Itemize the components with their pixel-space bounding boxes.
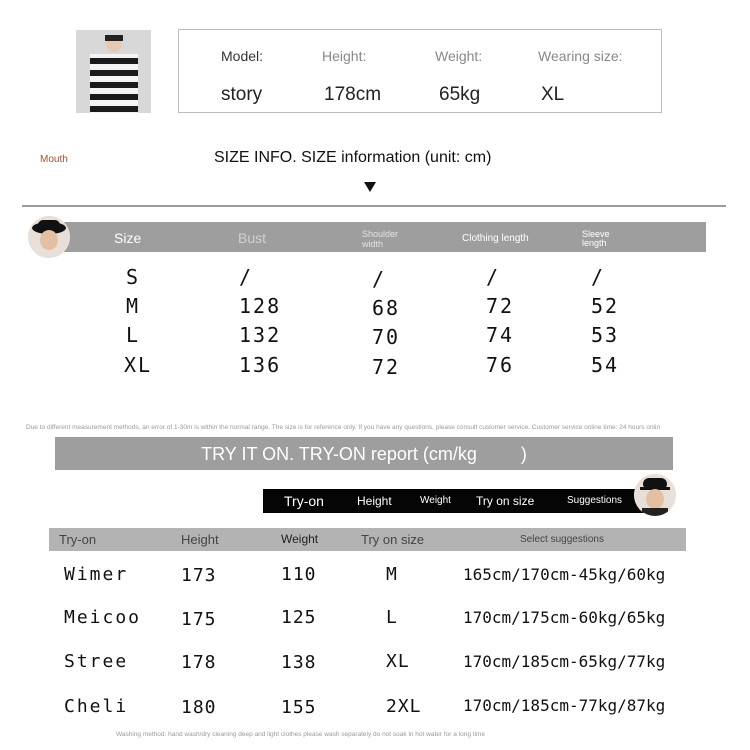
tryon-weight: 125: [281, 607, 317, 628]
length-cell: /: [486, 265, 501, 289]
wearing-size-label: Wearing size:: [538, 48, 623, 64]
weight-value: 65kg: [439, 84, 481, 105]
model-value: story: [221, 84, 263, 105]
size-info-title: SIZE INFO. SIZE information (unit: cm): [214, 149, 492, 166]
tryon-title-text: TRY IT ON. TRY-ON report (cm/kg: [201, 444, 477, 464]
black-height: Height: [357, 494, 392, 508]
bust-cell: 132: [239, 323, 282, 347]
tryon-black-header: [263, 489, 648, 513]
header-shoulder-1: Shoulder: [362, 229, 399, 239]
size-cell: S: [126, 265, 141, 289]
tryon-table-header: [49, 528, 686, 551]
tryon-report-title: [55, 444, 673, 465]
size-cell: M: [126, 294, 141, 318]
tryon-title-end: ): [520, 444, 527, 464]
tryon-suggestion: 170cm/185cm-77kg/87kg: [463, 696, 666, 715]
tryon-size: 2XL: [386, 696, 422, 717]
tryon-weight: 138: [281, 652, 317, 673]
tryon-size: M: [386, 564, 398, 585]
length-cell: 74: [486, 323, 515, 347]
washing-instructions: Washing method: hand wash/dry cleaning deep and light clothes please wash separately do not soak in hot water for a long time: [116, 731, 486, 738]
section-tag: Mouth: [40, 154, 68, 165]
tryon-height: 180: [181, 697, 217, 718]
model-photo: [76, 30, 151, 113]
model-label: Model:: [221, 48, 264, 64]
black-weight: Weight: [420, 495, 451, 506]
divider: [22, 205, 726, 207]
tryon-suggestion: 170cm/175cm-60kg/65kg: [463, 608, 666, 627]
size-table-header: [60, 222, 706, 252]
header-size: Size: [114, 230, 142, 246]
sleeve-cell: 53: [591, 323, 620, 347]
th-weight: Weight: [281, 532, 319, 546]
th-size: Try on size: [361, 532, 425, 547]
th-tryon: Try-on: [59, 532, 97, 547]
tryon-height: 175: [181, 609, 217, 630]
sleeve-cell: 52: [591, 294, 620, 318]
black-size: Try on size: [476, 494, 535, 508]
model-photo-illustration: [76, 30, 151, 113]
tryon-name: Wimer: [64, 564, 129, 585]
size-cell: XL: [124, 353, 153, 377]
wearing-size-value: XL: [541, 84, 565, 105]
avatar: [634, 474, 676, 516]
tryon-suggestion: 170cm/185cm-65kg/77kg: [463, 652, 666, 671]
tryon-height: 178: [181, 652, 217, 673]
tryon-weight: 155: [281, 697, 317, 718]
black-tryon: Try-on: [284, 493, 324, 509]
header-sleeve-2: length: [582, 238, 607, 248]
shoulder-cell: /: [372, 267, 387, 291]
header-bust: Bust: [238, 230, 267, 246]
bust-cell: /: [239, 265, 254, 289]
header-clothing-length: Clothing length: [462, 233, 529, 244]
shoulder-cell: 70: [372, 325, 401, 349]
sleeve-cell: /: [591, 265, 606, 289]
tryon-name: Meicoo: [64, 607, 142, 628]
tryon-weight: 110: [281, 564, 317, 585]
tryon-name: Cheli: [64, 696, 129, 717]
model-info-box: [178, 29, 662, 113]
length-cell: 76: [486, 353, 515, 377]
bust-cell: 136: [239, 353, 282, 377]
header-sleeve-1: Sleeve: [582, 229, 610, 239]
tryon-size: L: [386, 607, 398, 628]
avatar-illustration: [28, 216, 70, 258]
tryon-height: 173: [181, 565, 217, 586]
tryon-suggestion: 165cm/170cm-45kg/60kg: [463, 565, 666, 584]
size-cell: L: [126, 323, 141, 347]
bust-cell: 128: [239, 294, 282, 318]
black-suggestions: Suggestions: [567, 495, 623, 506]
avatar-illustration: [634, 474, 676, 516]
down-arrow-icon: [364, 182, 376, 192]
height-value: 178cm: [324, 84, 382, 105]
sleeve-cell: 54: [591, 353, 620, 377]
th-height: Height: [181, 532, 219, 547]
shoulder-cell: 68: [372, 296, 401, 320]
height-label: Height:: [322, 48, 367, 64]
tryon-size: XL: [386, 651, 410, 672]
tryon-report-bar: [55, 437, 673, 470]
th-suggestions: Select suggestions: [520, 534, 604, 545]
tryon-name: Stree: [64, 651, 129, 672]
weight-label: Weight:: [435, 48, 483, 64]
header-shoulder-2: width: [362, 239, 384, 249]
length-cell: 72: [486, 294, 515, 318]
shoulder-cell: 72: [372, 355, 401, 379]
disclaimer-text: Due to different measurement methods, an error of 1-30m is within the normal range. The size is for reference only. If you have any questions, please consult customer service. Customer service online time: 24 hours onlin: [26, 424, 661, 431]
avatar: [28, 216, 70, 258]
